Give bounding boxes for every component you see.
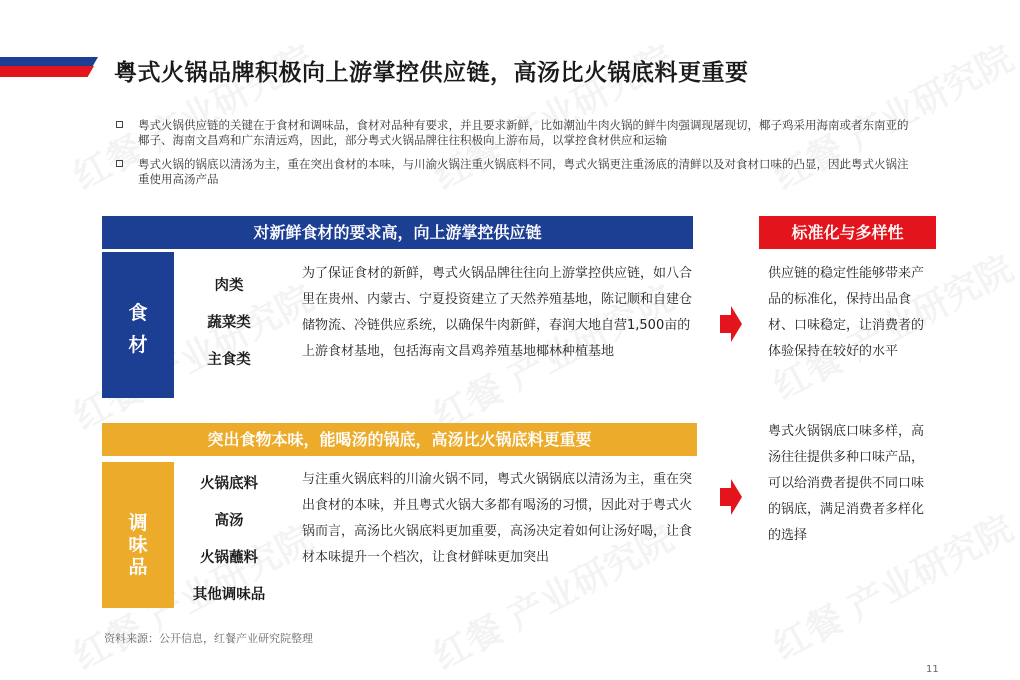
bullet-list	[116, 118, 916, 196]
right-arrow-icon	[720, 306, 742, 342]
category-dipping-sauce: 火锅蘸料	[200, 550, 258, 566]
bullet-text: 粤式火锅的锅底以清汤为主，重在突出食材的本味，与川渝火锅注重火锅底料不同，粤式火锅更注重汤底的清鲜以及对食材口味的凸显，因此粤式火锅注重使用高汤产品	[138, 157, 909, 186]
category-vegetables: 蔬菜类	[207, 315, 251, 331]
checkbox-bullet-icon	[116, 121, 123, 128]
source-note: 资料来源：公开信息，红餐产业研究院整理	[104, 632, 313, 645]
category-staples: 主食类	[207, 352, 251, 368]
right-text-diversity: 粤式火锅锅底口味多样，高汤往往提供多种口味产品，可以给消费者提供不同口味的锅底，满足消费者多样化的选择	[768, 424, 925, 543]
section2-header: 突出食物本味，能喝汤的锅底，高汤比火锅底料更重要	[102, 423, 697, 456]
bullet-item	[116, 157, 916, 187]
right-arrow-icon	[720, 479, 742, 515]
category-hotpot-base: 火锅底料	[200, 476, 258, 492]
side-label-char: 品	[128, 556, 148, 578]
bullet-item	[116, 118, 916, 148]
right-header: 标准化与多样性	[759, 216, 936, 249]
category-meat: 肉类	[214, 278, 244, 294]
page-number: 11	[926, 664, 939, 675]
category-other-seasonings: 其他调味品	[192, 587, 266, 603]
side-label-char: 味	[128, 534, 148, 556]
section2-description: 与注重火锅底料的川渝火锅不同，粤式火锅锅底以清汤为主，重在突出食材的本味，并且粤式火锅大多都有喝汤的习惯，因此对于粤式火锅而言，高汤比火锅底料更加重要，高汤决定着如何让汤好喝，让食材本味提升一个档次，让食材鲜味更加突出	[302, 472, 693, 565]
side-label-char: 食	[128, 302, 148, 324]
side-label-char: 材	[128, 334, 148, 356]
right-text-standardization: 供应链的稳定性能够带来产品的标准化，保持出品食材、口味稳定，让消费者的体验保持在较好的水平	[768, 266, 925, 359]
header-stripe-blue	[0, 57, 98, 66]
side-label-char: 调	[128, 512, 148, 534]
category-broth: 高汤	[214, 513, 244, 529]
bullet-text: 粤式火锅供应链的关键在于食材和调味品，食材对品种有要求，并且要求新鲜，比如潮汕牛肉火锅的鲜牛肉强调现屠现切，椰子鸡采用海南或者东南亚的椰子、海南文昌鸡和广东清远鸡，因此，部分粤式火锅品牌往往积极向上游布局，以掌控食材供应和运输	[138, 118, 909, 147]
section1-description: 为了保证食材的新鲜，粤式火锅品牌往往向上游掌控供应链，如八合里在贵州、内蒙古、宁夏投资建立了天然养殖基地，陈记顺和自建仓储物流、冷链供应系统，以确保牛肉新鲜，春润大地自营1,500亩的上游食材基地，包括海南文昌鸡养殖基地椰林种植基地	[302, 266, 693, 359]
section2-side-label	[102, 462, 174, 608]
checkbox-bullet-icon	[116, 160, 123, 167]
section1-side-label	[102, 252, 174, 398]
header-stripe-red	[0, 66, 94, 77]
page-title: 粤式火锅品牌积极向上游掌控供应链，高汤比火锅底料更重要	[114, 60, 749, 86]
section1-header: 对新鲜食材的要求高，向上游掌控供应链	[102, 216, 693, 249]
